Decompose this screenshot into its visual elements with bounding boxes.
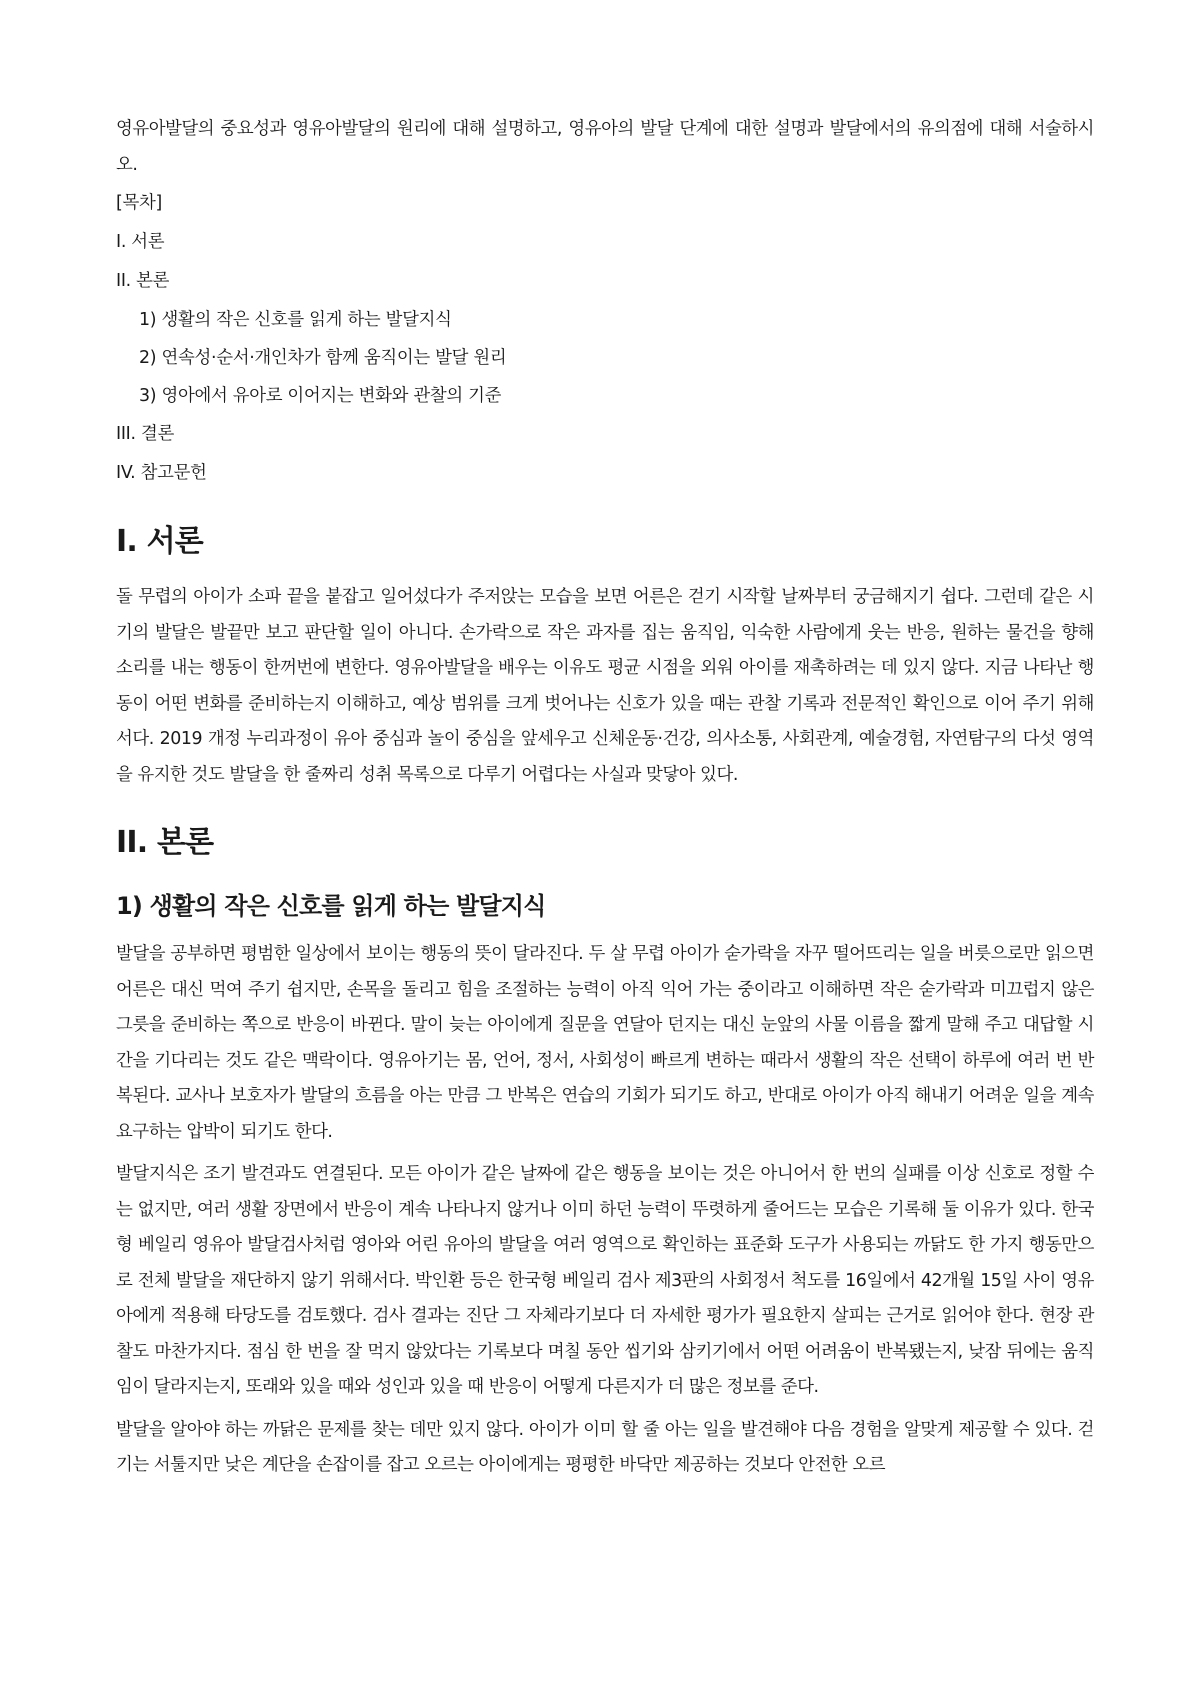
toc-item-intro: I. 서론: [116, 232, 165, 252]
toc-heading: [목차]: [116, 193, 162, 213]
toc-item-references: IV. 참고문헌: [116, 463, 207, 483]
section-heading-intro: I. 서론: [116, 524, 203, 559]
toc-item-body-1: 1) 생활의 작은 신호를 읽게 하는 발달지식: [139, 310, 452, 330]
body-paragraph-2: 발달지식은 조기 발견과도 연결된다. 모든 아이가 같은 날짜에 같은 행동을 보이는 것은 아니어서 한 번의 실패를 이상 신호로 정할 수는 없지만, 여러 생활 장면에서 반응이 계속 나타나지 않거나 이미 하던 능력이 뚜렷하게 줄어드는 모습은 기록해 둘 이유가 있다. 한국형 베일리 영유아 발달검사처럼 영아와 어린 유아의 발달을 여러 영역으로 확인하는 표준화 도구가 사용되는 까닭도 한 가지 행동만으로 전체 발달을 재단하지 않기 위해서다. 박인환 등은 한국형 베일리 검사 제3판의 사회정서 척도를 16일에서 42개월 15일 사이 영유아에게 적용해 타당도를 검토했다. 검사 결과는 진단 그 자체라기보다 더 자세한 평가가 필요한지 살피는 근거로 읽어야 한다. 현장 관찰도 마찬가지다. 점심 한 번을 잘 먹지 않았다는 기록보다 며칠 동안 씹기와 삼키기에서 어떤 어려움이 반복됐는지, 낮잠 뒤에는 움직임이 달라지는지, 또래와 있을 때와 성인과 있을 때 반응이 어떻게 다른지가 더 많은 정보를 준다.: [116, 1164, 1094, 1397]
body-paragraph-3: 발달을 알아야 하는 까닭은 문제를 찾는 데만 있지 않다. 아이가 이미 할 줄 아는 일을 발견해야 다음 경험을 알맞게 제공할 수 있다. 걷기는 서툴지만 낮은 계단을 손잡이를 잡고 오르는 아이에게는 평평한 바닥만 제공하는 것보다 안전한 오르: [116, 1419, 1094, 1475]
body-paragraph-1: 발달을 공부하면 평범한 일상에서 보이는 행동의 뜻이 달라진다. 두 살 무렵 아이가 숟가락을 자꾸 떨어뜨리는 일을 버릇으로만 읽으면 어른은 대신 먹여 주기 쉽지만, 손목을 돌리고 힘을 조절하는 능력이 아직 익어 가는 중이라고 이해하면 작은 숟가락과 미끄럽지 않은 그릇을 준비하는 쪽으로 반응이 바뀐다. 말이 늦는 아이에게 질문을 연달아 던지는 대신 눈앞의 사물 이름을 짧게 말해 주고 대답할 시간을 기다리는 것도 같은 맥락이다. 영유아기는 몸, 언어, 정서, 사회성이 빠르게 변하는 때라서 생활의 작은 선택이 하루에 여러 번 반복된다. 교사나 보호자가 발달의 흐름을 아는 만큼 그 반복은 연습의 기회가 되기도 하고, 반대로 아이가 아직 해내기 어려운 일을 계속 요구하는 압박이 되기도 한다.: [116, 944, 1094, 1142]
section-heading-body: II. 본론: [116, 825, 214, 860]
toc-item-body-2: 2) 연속성·순서·개인차가 함께 움직이는 발달 원리: [139, 348, 507, 368]
subsection-heading-1: 1) 생활의 작은 신호를 읽게 하는 발달지식: [116, 892, 546, 920]
document-page: [116, 112, 1094, 1484]
toc-item-body: II. 본론: [116, 271, 170, 291]
table-of-contents: [116, 190, 1094, 486]
toc-item-conclusion: III. 결론: [116, 424, 174, 444]
toc-item-body-3: 3) 영아에서 유아로 이어지는 변화와 관찰의 기준: [139, 386, 502, 406]
assignment-question: 영유아발달의 중요성과 영유아발달의 원리에 대해 설명하고, 영유아의 발달 단계에 대한 설명과 발달에서의 유의점에 대해 서술하시오.: [116, 119, 1094, 175]
intro-paragraph: 돌 무렵의 아이가 소파 끝을 붙잡고 일어섰다가 주저앉는 모습을 보면 어른은 걷기 시작할 날짜부터 궁금해지기 쉽다. 그런데 같은 시기의 발달은 발끝만 보고 판단할 일이 아니다. 손가락으로 작은 과자를 집는 움직임, 익숙한 사람에게 웃는 반응, 원하는 물건을 향해 소리를 내는 행동이 한꺼번에 변한다. 영유아발달을 배우는 이유도 평균 시점을 외워 아이를 재촉하려는 데 있지 않다. 지금 나타난 행동이 어떤 변화를 준비하는지 이해하고, 예상 범위를 크게 벗어나는 신호가 있을 때는 관찰 기록과 전문적인 확인으로 이어 주기 위해서다. 2019 개정 누리과정이 유아 중심과 놀이 중심을 앞세우고 신체운동·건강, 의사소통, 사회관계, 예술경험, 자연탐구의 다섯 영역을 유지한 것도 발달을 한 줄짜리 성취 목록으로 다루기 어렵다는 사실과 맞닿아 있다.: [116, 587, 1094, 785]
